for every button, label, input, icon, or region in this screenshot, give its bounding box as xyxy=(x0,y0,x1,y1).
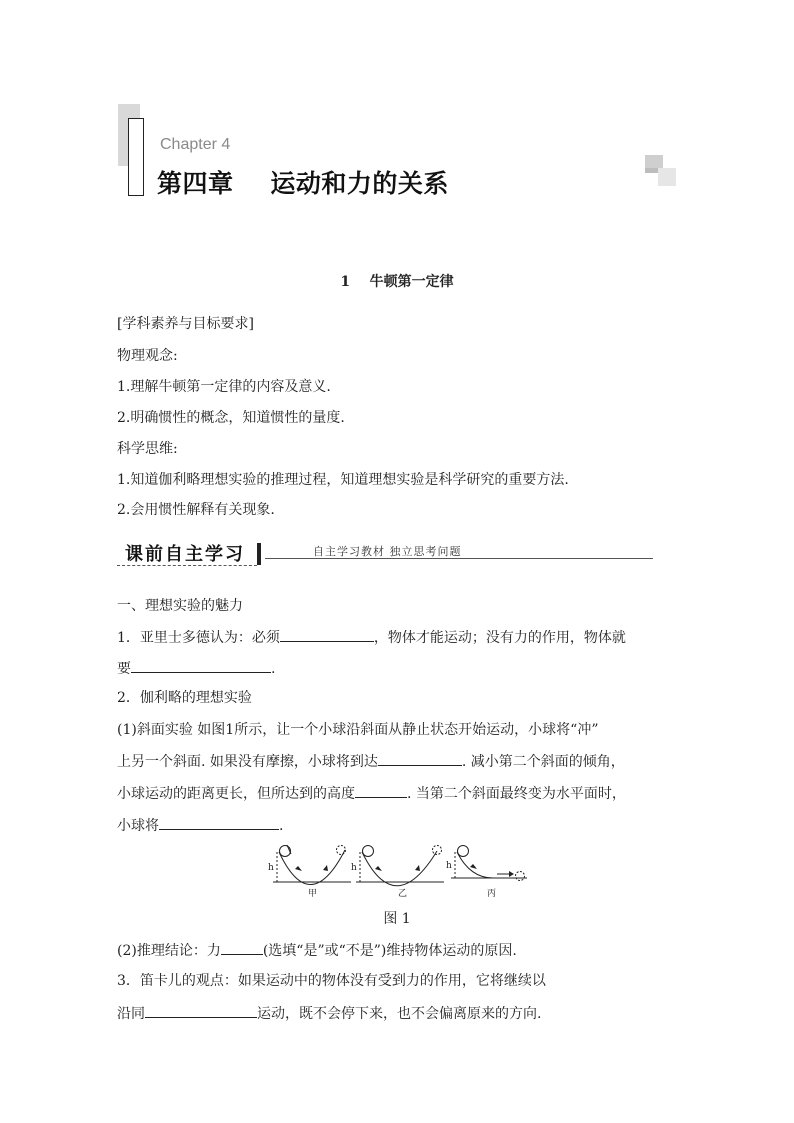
answer-blank[interactable] xyxy=(378,751,462,766)
corner-decoration xyxy=(645,168,658,173)
figure-label: h xyxy=(268,863,274,873)
paragraph-line: (1)斜面实验 如图1所示，让一个小球沿斜面从静止状态开始运动，小球将“冲” xyxy=(117,722,599,738)
answer-blank[interactable] xyxy=(355,783,407,798)
question-text: 运动，既不会停下来，也不会偏离原来的方向. xyxy=(257,1006,542,1022)
question-line xyxy=(117,627,626,648)
question-text: . 当第二个斜面最终变为水平面时， xyxy=(407,786,626,802)
section-title: 1 牛顿第一定律 xyxy=(340,274,454,290)
figure-label: 甲 xyxy=(308,889,318,899)
question-text: . xyxy=(279,818,284,834)
question-text: 1．亚里士多德认为：必须 xyxy=(117,630,280,646)
band-subtitle: 自主学习教材 独立思考问题 xyxy=(313,545,462,558)
question-text: . 减小第二个斜面的倾角， xyxy=(461,754,625,770)
figure-label: h xyxy=(446,861,452,871)
goal-item: 1.知道伽利略理想实验的推理过程，知道理想实验是科学研究的重要方法. xyxy=(117,472,569,488)
goal-item: 2.明确惯性的概念，知道惯性的量度. xyxy=(117,410,345,426)
corner-decoration xyxy=(658,168,676,186)
question-text: 沿同 xyxy=(117,1006,145,1022)
chapter-decoration-frame xyxy=(128,118,144,196)
question-line xyxy=(117,658,275,679)
paragraph-line xyxy=(117,815,283,836)
question-line: 3．笛卡儿的观点：如果运动中的物体没有受到力的作用，它将继续以 xyxy=(117,973,546,989)
goal-item: 2.会用惯性解释有关现象. xyxy=(117,502,275,518)
question-text: ，物体才能运动；没有力的作用，物体就 xyxy=(373,630,626,646)
paragraph-line xyxy=(117,940,517,961)
paragraph-line xyxy=(117,783,626,804)
chapter-label: Chapter 4 xyxy=(160,136,231,153)
question-text: . xyxy=(271,661,276,677)
figure-label: 乙 xyxy=(398,889,408,899)
goals-heading: [学科素养与目标要求] xyxy=(117,316,254,332)
answer-blank[interactable] xyxy=(131,658,271,673)
question-text: (2)推理结论：力 xyxy=(117,943,221,959)
goal-item: 1.理解牛顿第一定律的内容及意义. xyxy=(117,379,331,395)
band-underline xyxy=(117,565,257,566)
band-divider xyxy=(257,543,261,565)
band-title: 课前自主学习 xyxy=(125,544,245,565)
physics-concept-label: 物理观念: xyxy=(117,348,178,364)
figure-caption: 图 1 xyxy=(383,911,411,927)
question-text: (选填“是”或“不是”)维持物体运动的原因. xyxy=(262,943,517,959)
answer-blank[interactable] xyxy=(280,627,374,642)
question-text: 小球将 xyxy=(117,818,159,834)
question-text: 上另一个斜面. 如果没有摩擦，小球将到达 xyxy=(117,754,378,770)
question-text: 小球运动的距离更长，但所达到的高度 xyxy=(117,786,355,802)
answer-blank[interactable] xyxy=(145,1003,257,1018)
science-thinking-label: 科学思维: xyxy=(117,441,178,457)
answer-blank[interactable] xyxy=(159,815,279,830)
question-line xyxy=(117,1003,541,1024)
question-text: 要 xyxy=(117,661,131,677)
figure-label: h xyxy=(351,863,357,873)
part-heading: 一、理想实验的魅力 xyxy=(117,598,243,614)
answer-blank[interactable] xyxy=(221,940,263,955)
figure-label: 丙 xyxy=(487,889,497,899)
paragraph-line xyxy=(117,751,625,772)
question-heading: 2．伽利略的理想实验 xyxy=(117,690,252,706)
chapter-title: 第四章 运动和力的关系 xyxy=(157,169,449,198)
figure-1-illustration xyxy=(265,840,530,902)
